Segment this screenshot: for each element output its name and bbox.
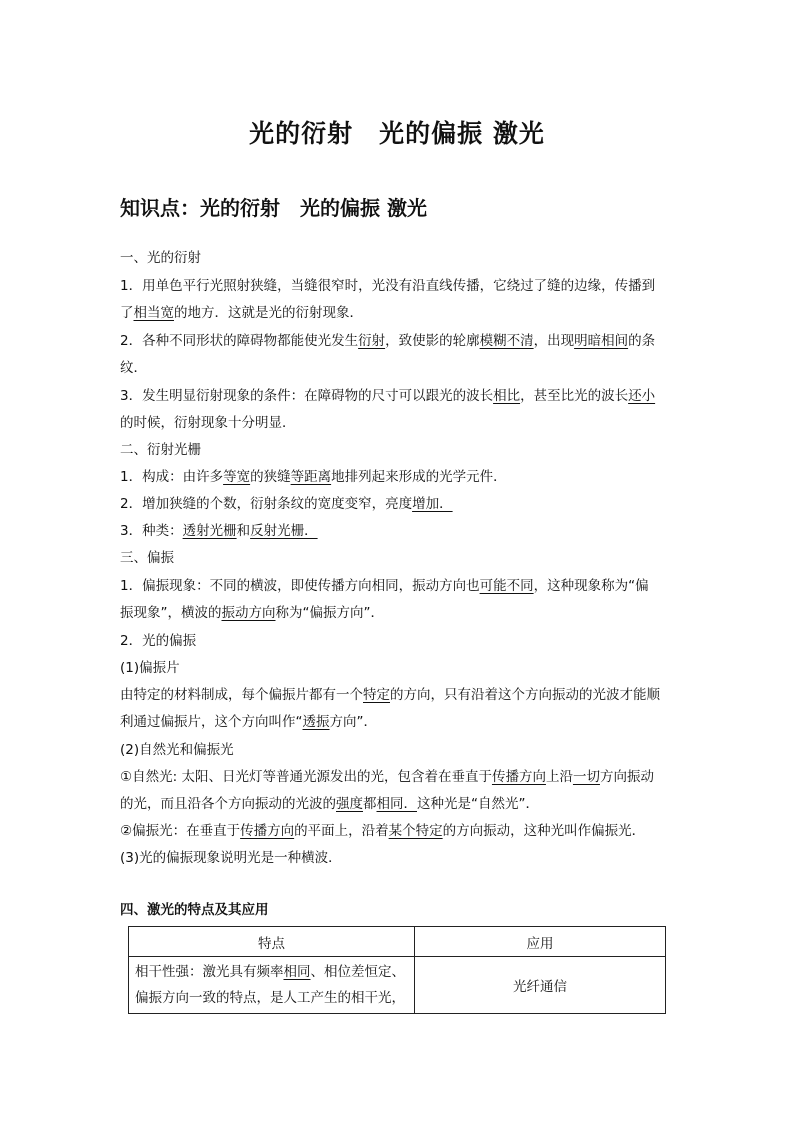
column-header-application: 应用: [415, 927, 666, 957]
underlined-term: 明暗相间: [574, 333, 629, 349]
underlined-term: 特定: [363, 687, 390, 703]
text: 相干性强：激光具有频率: [135, 964, 284, 980]
underlined-term: 透射光栅: [182, 523, 237, 539]
text: 方向”．: [329, 714, 377, 730]
underlined-term: 相比: [493, 388, 521, 404]
underlined-term: 模糊不清: [479, 333, 534, 349]
text: ②偏振光：在垂直于: [120, 823, 241, 839]
paragraph: 的时候，衍射现象十分明显．: [120, 415, 296, 431]
text: 的光，而且沿各个方向振动的光波的: [120, 796, 336, 812]
text: 2．各种不同形状的障碍物都能使光发生: [120, 333, 359, 349]
text: 由特定的材料制成，每个偏振片都有一个: [120, 687, 363, 703]
paragraph: [120, 467, 507, 487]
text: 2．增加狭缝的个数，衍射条纹的宽度变窄，亮度: [120, 496, 413, 512]
feature-cell: [129, 957, 415, 1014]
underlined-term: 相同: [283, 964, 311, 980]
paragraph: [120, 603, 384, 623]
table-header-row: [129, 927, 666, 957]
text: 这种光是“自然光”．: [417, 796, 539, 812]
paragraph: 纹．: [120, 360, 147, 376]
paragraph: [120, 494, 453, 514]
subheading: 2．光的偏振: [120, 633, 197, 649]
text: 3．发生明显衍射现象的条件：在障碍物的尺寸可以跟光的波长: [120, 388, 494, 404]
underlined-term: 等距离: [290, 469, 332, 485]
text: 的平面上，沿着: [294, 823, 389, 839]
text: 称为“偏振方向”．: [275, 605, 384, 621]
paragraph: [120, 794, 539, 814]
underlined-term: 可能不同: [479, 578, 534, 594]
underlined-term: 反射光栅．: [250, 523, 318, 539]
text: 、相位差恒定、: [310, 964, 405, 980]
paragraph: [120, 821, 645, 841]
text: 1．用单色平行光照射狭缝，当缝很窄时，光没有沿直线传播，它绕过了缝的边缘，传播到: [120, 278, 656, 294]
cell-line: [135, 959, 408, 985]
underlined-term: 某个特定: [388, 823, 443, 839]
paragraph: [120, 685, 660, 705]
underlined-term: 增加．: [412, 496, 453, 512]
application-cell: 光纤通信: [415, 957, 666, 1014]
section-polarization-heading: 三、偏振: [120, 550, 174, 566]
text: 了: [120, 305, 134, 321]
paragraph: [120, 331, 655, 351]
underlined-term: 衍射: [358, 333, 386, 349]
section-diffraction-heading: 一、光的衍射: [120, 250, 201, 266]
text: ，致使影的轮廓: [385, 333, 480, 349]
text: 地排列起来形成的光学元件．: [331, 469, 507, 485]
page-title: 光的衍射 光的偏振 激光: [249, 119, 545, 148]
paragraph: [120, 767, 654, 787]
underlined-term: 一切: [572, 769, 600, 785]
underlined-term: 强度: [336, 796, 363, 812]
section-grating-heading: 二、衍射光栅: [120, 442, 201, 458]
text: 的条: [628, 333, 656, 349]
text: 的方向，只有沿着这个方向振动的光波才能顺: [390, 687, 660, 703]
text: 利通过偏振片，这个方向叫作“: [120, 714, 303, 730]
paragraph: [120, 712, 377, 732]
text: ，这种现象称为“偏: [533, 578, 649, 594]
column-header-feature: 特点: [129, 927, 415, 957]
subheading: (2)自然光和偏振光: [120, 742, 234, 758]
underlined-term: 相当宽: [133, 305, 174, 321]
underlined-term: 等宽: [223, 469, 251, 485]
underlined-term: 相同．: [376, 796, 417, 812]
text: ，甚至比光的波长: [520, 388, 629, 404]
text: 和: [236, 523, 251, 539]
paragraph: [120, 386, 655, 406]
text: 1．偏振现象：不同的横波，即使传播方向相同，振动方向也: [120, 578, 480, 594]
cell-line: 偏振方向一致的特点，是人工产生的相干光，: [135, 990, 405, 1006]
underlined-term: 传播方向: [491, 769, 546, 785]
text: 3．种类：: [120, 523, 183, 539]
underlined-term: 透振: [302, 714, 330, 730]
text: 的方向振动，这种光叫作偏振光．: [442, 823, 646, 839]
text: 的狭缝: [250, 469, 291, 485]
underlined-term: 还小: [628, 388, 656, 404]
section-laser-heading: 四、激光的特点及其应用: [120, 902, 269, 918]
paragraph: (3)光的偏振现象说明光是一种横波．: [120, 850, 342, 866]
paragraph: [120, 576, 649, 596]
text: 振现象”，横波的: [120, 605, 222, 621]
text: 方向振动: [599, 769, 654, 785]
paragraph: [120, 521, 318, 541]
text: 上沿: [545, 769, 573, 785]
text: ①自然光: 太阳、日光灯等普通光源发出的光，包含着在垂直于: [120, 769, 492, 785]
underlined-term: 振动方向: [221, 605, 276, 621]
subheading: (1)偏振片: [120, 660, 180, 676]
text: 1．构成：由许多: [120, 469, 224, 485]
knowledge-heading: 知识点：光的衍射 光的偏振 激光: [120, 196, 427, 220]
laser-table: [128, 926, 666, 1014]
text: ，出现: [533, 333, 575, 349]
paragraph: [120, 303, 363, 323]
paragraph: [120, 276, 655, 296]
text: 都: [363, 796, 377, 812]
table-row: [129, 957, 666, 1014]
underlined-term: 传播方向: [240, 823, 295, 839]
text: 的地方．这就是光的衍射现象．: [174, 305, 363, 321]
